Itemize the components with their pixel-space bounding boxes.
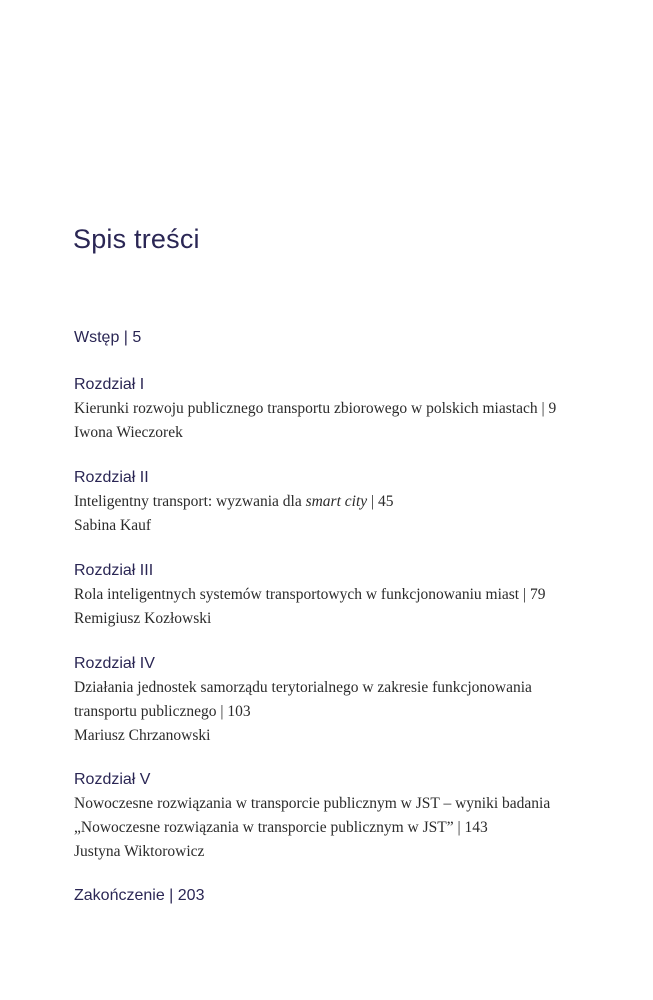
chapter-title-text: Inteligentny transport: wyzwania dla (74, 493, 306, 510)
chapter-title (74, 493, 394, 511)
chapter-author: Mariusz Chrzanowski (74, 727, 211, 744)
chapter-title: Kierunki rozwoju publicznego transportu zbiorowego w polskich miastach | 9 (74, 400, 557, 417)
toc-entry-intro: Wstęp | 5 (74, 329, 142, 346)
chapter-author: Justyna Wiktorowicz (74, 843, 205, 860)
toc-entry-ending: Zakończenie | 203 (74, 887, 205, 904)
chapter-title-line: Nowoczesne rozwiązania w transporcie publicznym w JST – wyniki badania (74, 795, 551, 812)
chapter-title-line: Działania jednostek samorządu terytorialnego w zakresie funkcjonowania (74, 679, 532, 696)
chapter-heading: Rozdział I (74, 376, 145, 393)
chapter-author: Iwona Wieczorek (74, 424, 183, 441)
chapter-title-page: | 45 (367, 493, 394, 510)
chapter-title: Rola inteligentnych systemów transportowych w funkcjonowaniu miast | 79 (74, 586, 546, 603)
chapter-heading: Rozdział IV (74, 655, 155, 672)
chapter-heading: Rozdział V (74, 771, 151, 788)
chapter-title-italic: smart city (305, 493, 368, 510)
chapter-heading: Rozdział III (74, 562, 154, 579)
page-title: Spis treści (73, 224, 200, 254)
chapter-heading: Rozdział II (74, 469, 149, 486)
chapter-author: Sabina Kauf (74, 517, 152, 534)
chapter-title-line: „Nowoczesne rozwiązania w transporcie publicznym w JST” | 143 (74, 819, 488, 836)
chapter-title-line: transportu publicznego | 103 (74, 703, 251, 720)
chapter-author: Remigiusz Kozłowski (74, 610, 212, 627)
